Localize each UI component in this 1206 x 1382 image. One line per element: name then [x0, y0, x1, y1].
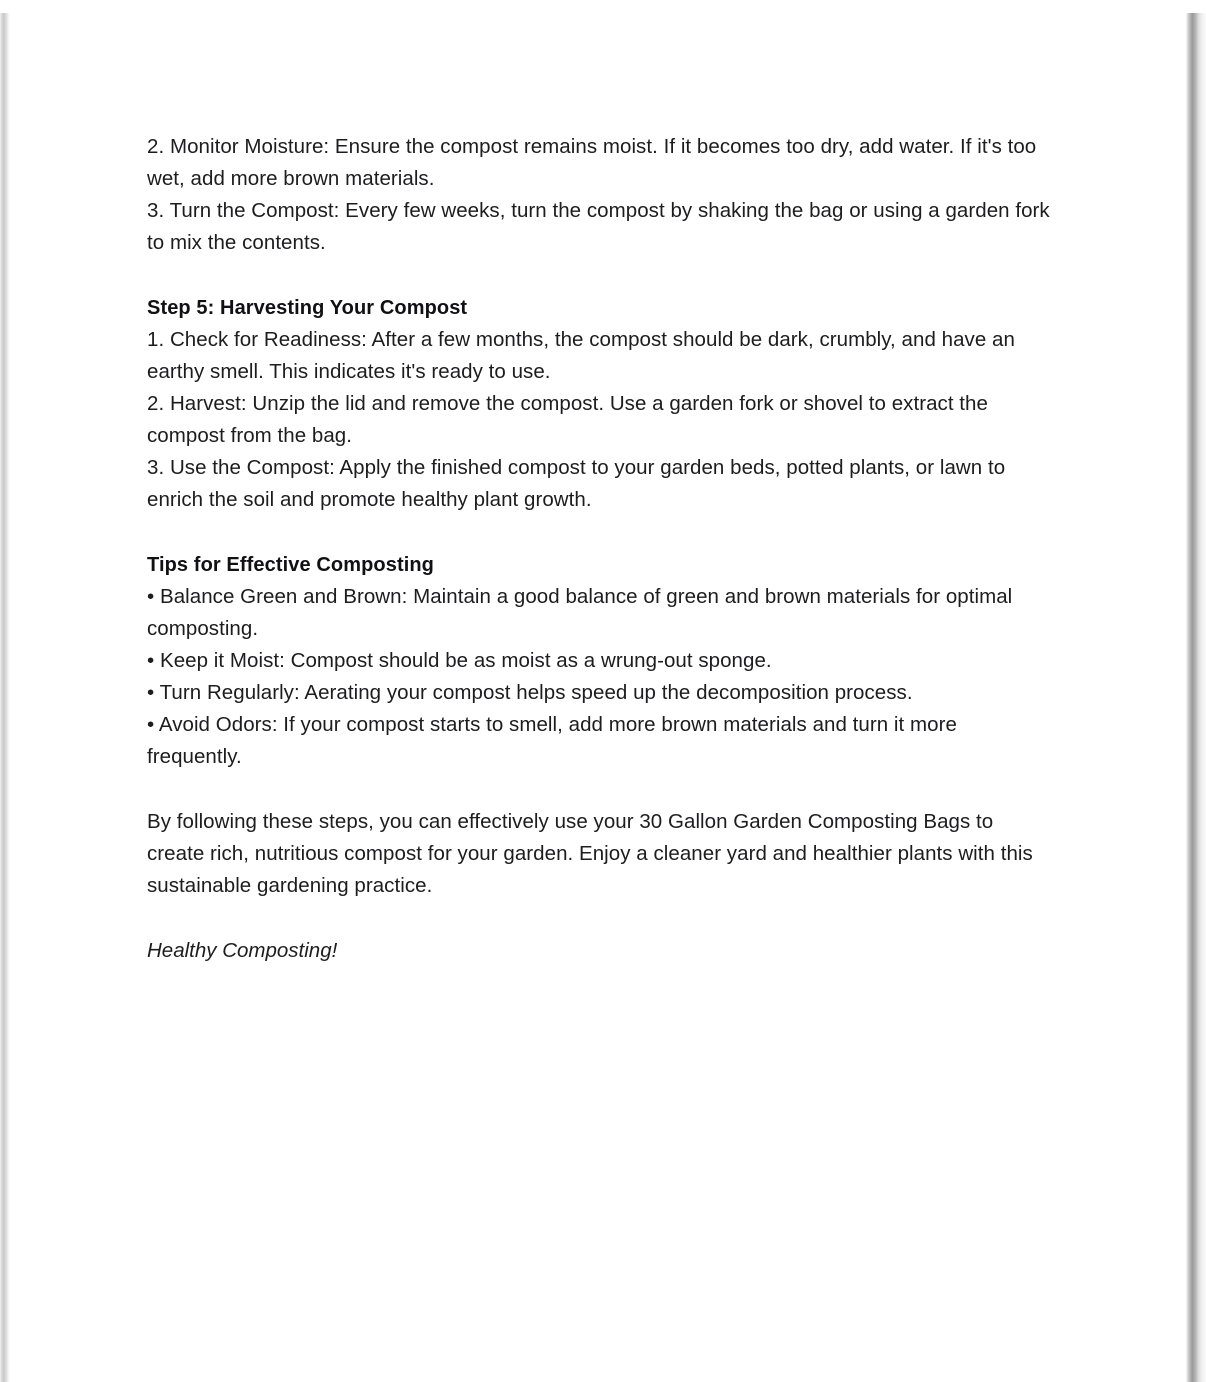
document-text-column — [147, 131, 1052, 967]
steps-continuation-paragraph — [147, 131, 1052, 259]
text-line: 3. Use the Compost: Apply the finished compost to your garden beds, potted plants, or lawn to enrich the soil and promote healthy plant growth. — [147, 456, 1006, 511]
text-line: • Turn Regularly: Aerating your compost helps speed up the decomposition process. — [147, 681, 913, 704]
heading-tips: Tips for Effective Composting — [147, 554, 435, 576]
tips-bullet-paragraph — [147, 581, 1052, 773]
closing-summary-paragraph: By following these steps, you can effectively use your 30 Gallon Garden Composting Bags to create rich, nutritious compost for your garden. Enjoy a cleaner yard and healthier plants with this sustainable gardening practice. — [147, 810, 1033, 897]
harvesting-steps-paragraph — [147, 324, 1052, 516]
text-line: 2. Harvest: Unzip the lid and remove the compost. Use a garden fork or shovel to extract the compost from the bag. — [147, 392, 988, 447]
text-line: • Avoid Odors: If your compost starts to smell, add more brown materials and turn it more frequently. — [147, 713, 957, 768]
text-line: 1. Check for Readiness: After a few months, the compost should be dark, crumbly, and have an earthy smell. This indicates it's ready to use. — [147, 328, 1015, 383]
text-line: 2. Monitor Moisture: Ensure the compost remains moist. If it becomes too dry, add water. If it's too wet, add more brown materials. — [147, 135, 1037, 190]
text-line: • Balance Green and Brown: Maintain a good balance of green and brown materials for optimal composting. — [147, 585, 1013, 640]
text-line: • Keep it Moist: Compost should be as moist as a wrung-out sponge. — [147, 649, 772, 672]
closing-signoff: Healthy Composting! — [147, 939, 338, 962]
text-line: 3. Turn the Compost: Every few weeks, turn the compost by shaking the bag or using a garden fork to mix the contents. — [147, 199, 1050, 254]
heading-step-5: Step 5: Harvesting Your Compost — [147, 297, 468, 319]
